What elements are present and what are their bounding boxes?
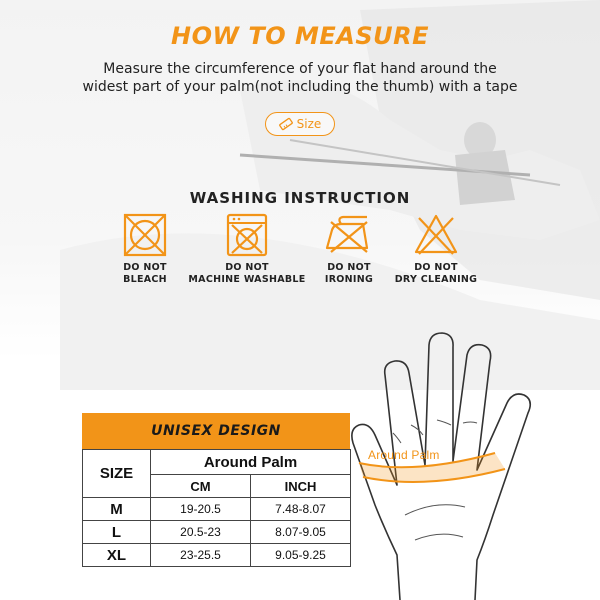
- cm-cell: 20.5-23: [151, 521, 251, 544]
- care-label-line-2: DRY CLEANING: [394, 274, 478, 285]
- hand-outline-illustration: [345, 325, 575, 600]
- description-line-1: Measure the circumference of your flat hand around the: [103, 61, 497, 77]
- around-palm-header: Around Palm: [151, 450, 351, 475]
- tape-measure-icon: [279, 117, 293, 131]
- size-button[interactable]: [265, 112, 335, 136]
- size-cell: M: [83, 498, 151, 521]
- cm-cell: 19-20.5: [151, 498, 251, 521]
- inch-cell: 9.05-9.25: [251, 544, 351, 567]
- care-label-line-2: BLEACH: [123, 274, 167, 285]
- size-chart: [82, 413, 350, 567]
- table-row: [83, 521, 351, 544]
- care-label-line-2: IRONING: [324, 274, 374, 285]
- measure-description: [0, 60, 600, 96]
- inch-cell: 7.48-8.07: [251, 498, 351, 521]
- around-palm-label: Around Palm: [368, 448, 440, 462]
- care-label-line-2: MACHINE WASHABLE: [188, 274, 306, 285]
- care-label: [366, 262, 506, 286]
- washing-instruction-title: WASHING INSTRUCTION: [189, 189, 411, 207]
- table-row: [83, 544, 351, 567]
- inch-header: INCH: [251, 475, 351, 498]
- page-title: HOW TO MEASURE: [171, 22, 429, 50]
- table-row: [83, 498, 351, 521]
- no-dry-cleaning-icon: [413, 212, 459, 258]
- table-header-row: [83, 450, 351, 475]
- size-column-header: SIZE: [83, 450, 151, 498]
- cm-cell: 23-25.5: [151, 544, 251, 567]
- size-table: [82, 449, 351, 567]
- care-item-no-dry-cleaning: [366, 212, 506, 286]
- size-cell: L: [83, 521, 151, 544]
- size-chart-title: UNISEX DESIGN: [82, 413, 350, 449]
- care-label-line-1: DO NOT: [123, 262, 167, 273]
- care-label-line-1: DO NOT: [414, 262, 458, 273]
- cm-header: CM: [151, 475, 251, 498]
- size-button-label: Size: [296, 117, 322, 131]
- no-bleach-icon: [122, 212, 168, 258]
- no-machine-wash-icon: [224, 212, 270, 258]
- description-line-2: widest part of your palm(not including the thumb) with a tape: [82, 79, 518, 95]
- care-label-line-1: DO NOT: [225, 262, 269, 273]
- size-cell: XL: [83, 544, 151, 567]
- care-label-line-1: DO NOT: [327, 262, 371, 273]
- inch-cell: 8.07-9.05: [251, 521, 351, 544]
